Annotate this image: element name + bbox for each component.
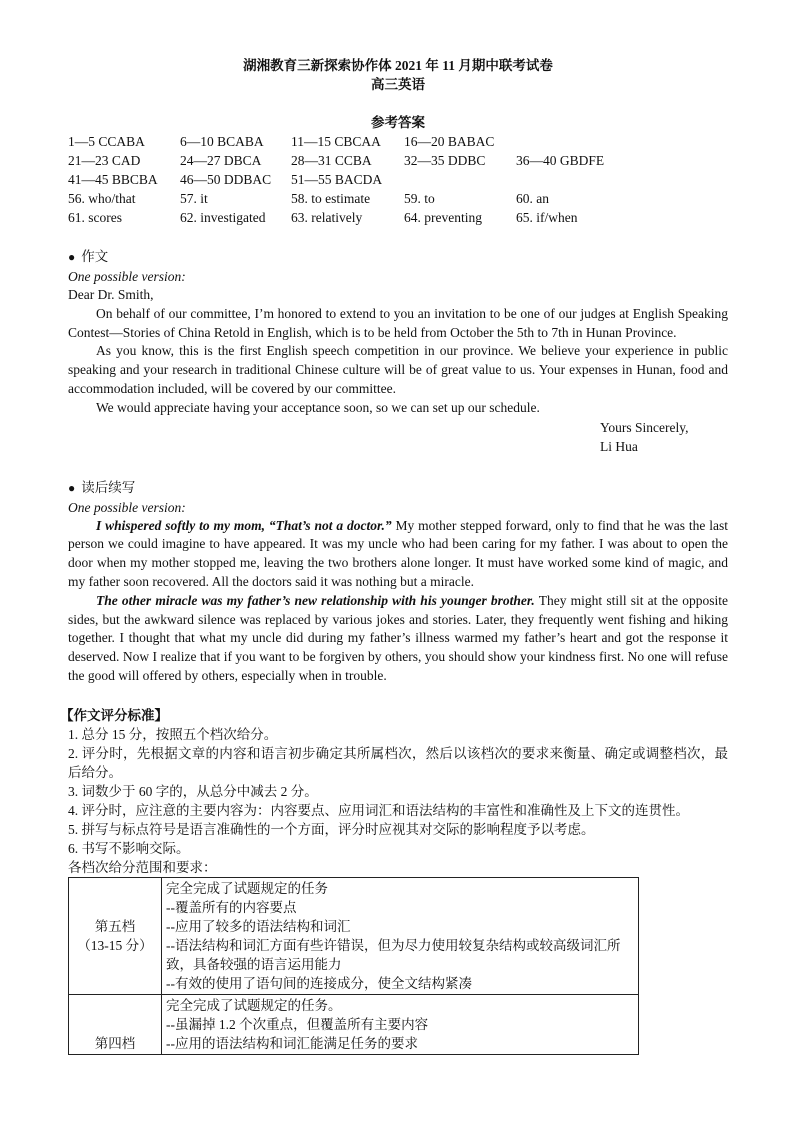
grade-desc-cell bbox=[162, 994, 639, 1054]
answer-cell: 24—27 DBCA bbox=[180, 153, 262, 168]
bullet-icon: ● bbox=[68, 480, 76, 495]
exam-subject: 高三英语 bbox=[371, 77, 425, 92]
story-paragraph-2 bbox=[68, 592, 728, 686]
grade-range: （13-15 分） bbox=[77, 937, 153, 953]
grade-level: 第五档 bbox=[94, 918, 136, 934]
grade-level-cell bbox=[69, 877, 162, 994]
answer-cell: 41—45 BBCBA bbox=[68, 172, 158, 187]
letter-paragraph: We would appreciate having your acceptance soon, so we can set up our schedule. bbox=[96, 399, 540, 415]
letter-closing: Yours Sincerely, bbox=[600, 419, 689, 435]
grade-level-cell bbox=[69, 994, 162, 1054]
answer-cell: 6—10 BCABA bbox=[180, 134, 264, 149]
bullet-icon: ● bbox=[68, 250, 76, 264]
answer-cell: 65. if/when bbox=[516, 210, 578, 225]
answer-row bbox=[68, 132, 728, 151]
story-lead-sentence: I whispered softly to my mom, “That’s not a doctor.” bbox=[96, 517, 392, 533]
grade-level: 第四档 bbox=[94, 1035, 136, 1051]
grade-table bbox=[68, 877, 639, 1055]
answer-cell: 36—40 GBDFE bbox=[516, 153, 605, 168]
grade-desc-line: 完全完成了试题规定的任务 bbox=[166, 880, 328, 896]
answer-cell: 32—35 DDBC bbox=[404, 153, 486, 168]
grade-row bbox=[69, 994, 639, 1054]
answer-cell: 21—23 CAD bbox=[68, 153, 141, 168]
story-paragraph-1 bbox=[68, 517, 728, 592]
answer-cell: 61. scores bbox=[68, 210, 122, 225]
story-text: My mother stepped forward, only to find that he was the last person we could imagine to have appeared. It was my uncle who had been caring for my father. I was about to open the door when my mother stopped me, leaving the two brothers alone longer. It must have worked some kind of magic, and my father soon recovered. All the doctors said it was nothing but a miracle. bbox=[68, 517, 728, 589]
writing-version-label: One possible version: bbox=[68, 269, 186, 284]
grade-desc-line: --覆盖所有的内容要点 bbox=[166, 899, 297, 915]
grade-table-intro: 各档次给分范围和要求： bbox=[68, 859, 217, 875]
answer-cell: 16—20 BABAC bbox=[404, 134, 495, 149]
answer-cell: 46—50 DDBAC bbox=[180, 172, 272, 187]
story-lead-sentence: The other miracle was my father’s new relationship with his younger brother. bbox=[96, 592, 535, 608]
answer-row bbox=[68, 151, 728, 170]
criteria-item: 1. 总分 15 分，按照五个档次给分。 bbox=[68, 726, 278, 742]
grade-desc-line: --应用的语法结构和词汇能满足任务的要求 bbox=[166, 1035, 418, 1051]
continuation-version-label: One possible version: bbox=[68, 499, 186, 515]
answer-row bbox=[68, 170, 728, 189]
letter-paragraph: As you know, this is the first English speech competition in our province. We believe your experience in public speaking and your research in traditional Chinese culture will be of great value to us. Your expenses in Hunan, food and accommodation included, will be covered by our committee. bbox=[68, 343, 728, 396]
exam-title: 湖湘教育三新探索协作体 2021 年 11 月期中联考试卷 bbox=[243, 58, 553, 73]
criteria-item: 6. 书写不影响交际。 bbox=[68, 840, 190, 856]
answer-cell: 62. investigated bbox=[180, 210, 266, 225]
grade-desc-line: --有效的使用了语句间的连接成分，使全文结构紧凑 bbox=[166, 975, 472, 991]
grade-row bbox=[69, 877, 639, 994]
writing-heading-label: 作文 bbox=[81, 249, 109, 264]
answer-cell: 64. preventing bbox=[404, 210, 482, 225]
letter-greeting: Dear Dr. Smith, bbox=[68, 287, 154, 302]
criteria-item: 2. 评分时，先根据文章的内容和语言初步确定其所属档次，然后以该档次的要求来衡量、确定或调整档次，最后给分。 bbox=[68, 745, 728, 780]
answer-cell: 11—15 CBCAA bbox=[291, 134, 381, 149]
grade-desc-line: 完全完成了试题规定的任务。 bbox=[166, 997, 342, 1013]
answer-cell: 51—55 BACDA bbox=[291, 172, 383, 187]
criteria-item: 3. 词数少于 60 字的，从总分中减去 2 分。 bbox=[68, 783, 318, 799]
continuation-heading bbox=[68, 478, 728, 498]
grade-desc-line: --应用了较多的语法结构和词汇 bbox=[166, 918, 351, 934]
answer-cell: 59. to bbox=[404, 191, 435, 206]
answer-key-title: 参考答案 bbox=[371, 115, 425, 130]
criteria-title: 【作文评分标准】 bbox=[60, 707, 168, 723]
grade-desc-line: --虽漏掉 1.2 个次重点，但覆盖所有主要内容 bbox=[166, 1016, 429, 1032]
answer-key-grid bbox=[68, 132, 728, 227]
grade-desc-line: --语法结构和词汇方面有些许错误，但为尽力使用较复杂结构或较高级词汇所致，具备较强的语言运用能力 bbox=[166, 937, 621, 972]
criteria-item: 4. 评分时，应注意的主要内容为：内容要点、应用词汇和语法结构的丰富性和准确性及上下文的连贯性。 bbox=[68, 802, 689, 818]
answer-cell: 57. it bbox=[180, 191, 208, 206]
writing-heading bbox=[68, 247, 728, 267]
answer-cell: 63. relatively bbox=[291, 210, 363, 225]
letter-paragraph: On behalf of our committee, I’m honored to extend to you an invitation to be one of our judges at English Speaking Contest—Stories of China Retold in English, which is to be held from October the 5th to 7th in Hunan Province. bbox=[68, 305, 728, 340]
criteria-item: 5. 拼写与标点符号是语言准确性的一个方面，评分时应视其对交际的影响程度予以考虑。 bbox=[68, 821, 595, 837]
document-page bbox=[60, 56, 728, 1055]
story-text: They might still sit at the opposite sides, but the awkward silence was replaced by various jokes and stories. Later, they frequently went fishing and hiking together. I thought that what my uncle did during my father’s illness warmed my father’s heart and got the response it deserved. Now I realize that if you want to be forgiven by others, you should show your kindness first. No one will refuse the good will offered by others, especially when in trouble. bbox=[68, 592, 728, 683]
answer-cell: 60. an bbox=[516, 191, 549, 206]
grade-desc-cell bbox=[162, 877, 639, 994]
letter-signature: Li Hua bbox=[600, 438, 638, 454]
answer-cell: 58. to estimate bbox=[291, 191, 371, 206]
continuation-heading-label: 读后续写 bbox=[81, 479, 136, 495]
answer-row bbox=[68, 208, 728, 227]
answer-row bbox=[68, 189, 728, 208]
answer-cell: 28—31 CCBA bbox=[291, 153, 372, 168]
answer-cell: 1—5 CCABA bbox=[68, 134, 145, 149]
answer-cell: 56. who/that bbox=[68, 191, 136, 206]
